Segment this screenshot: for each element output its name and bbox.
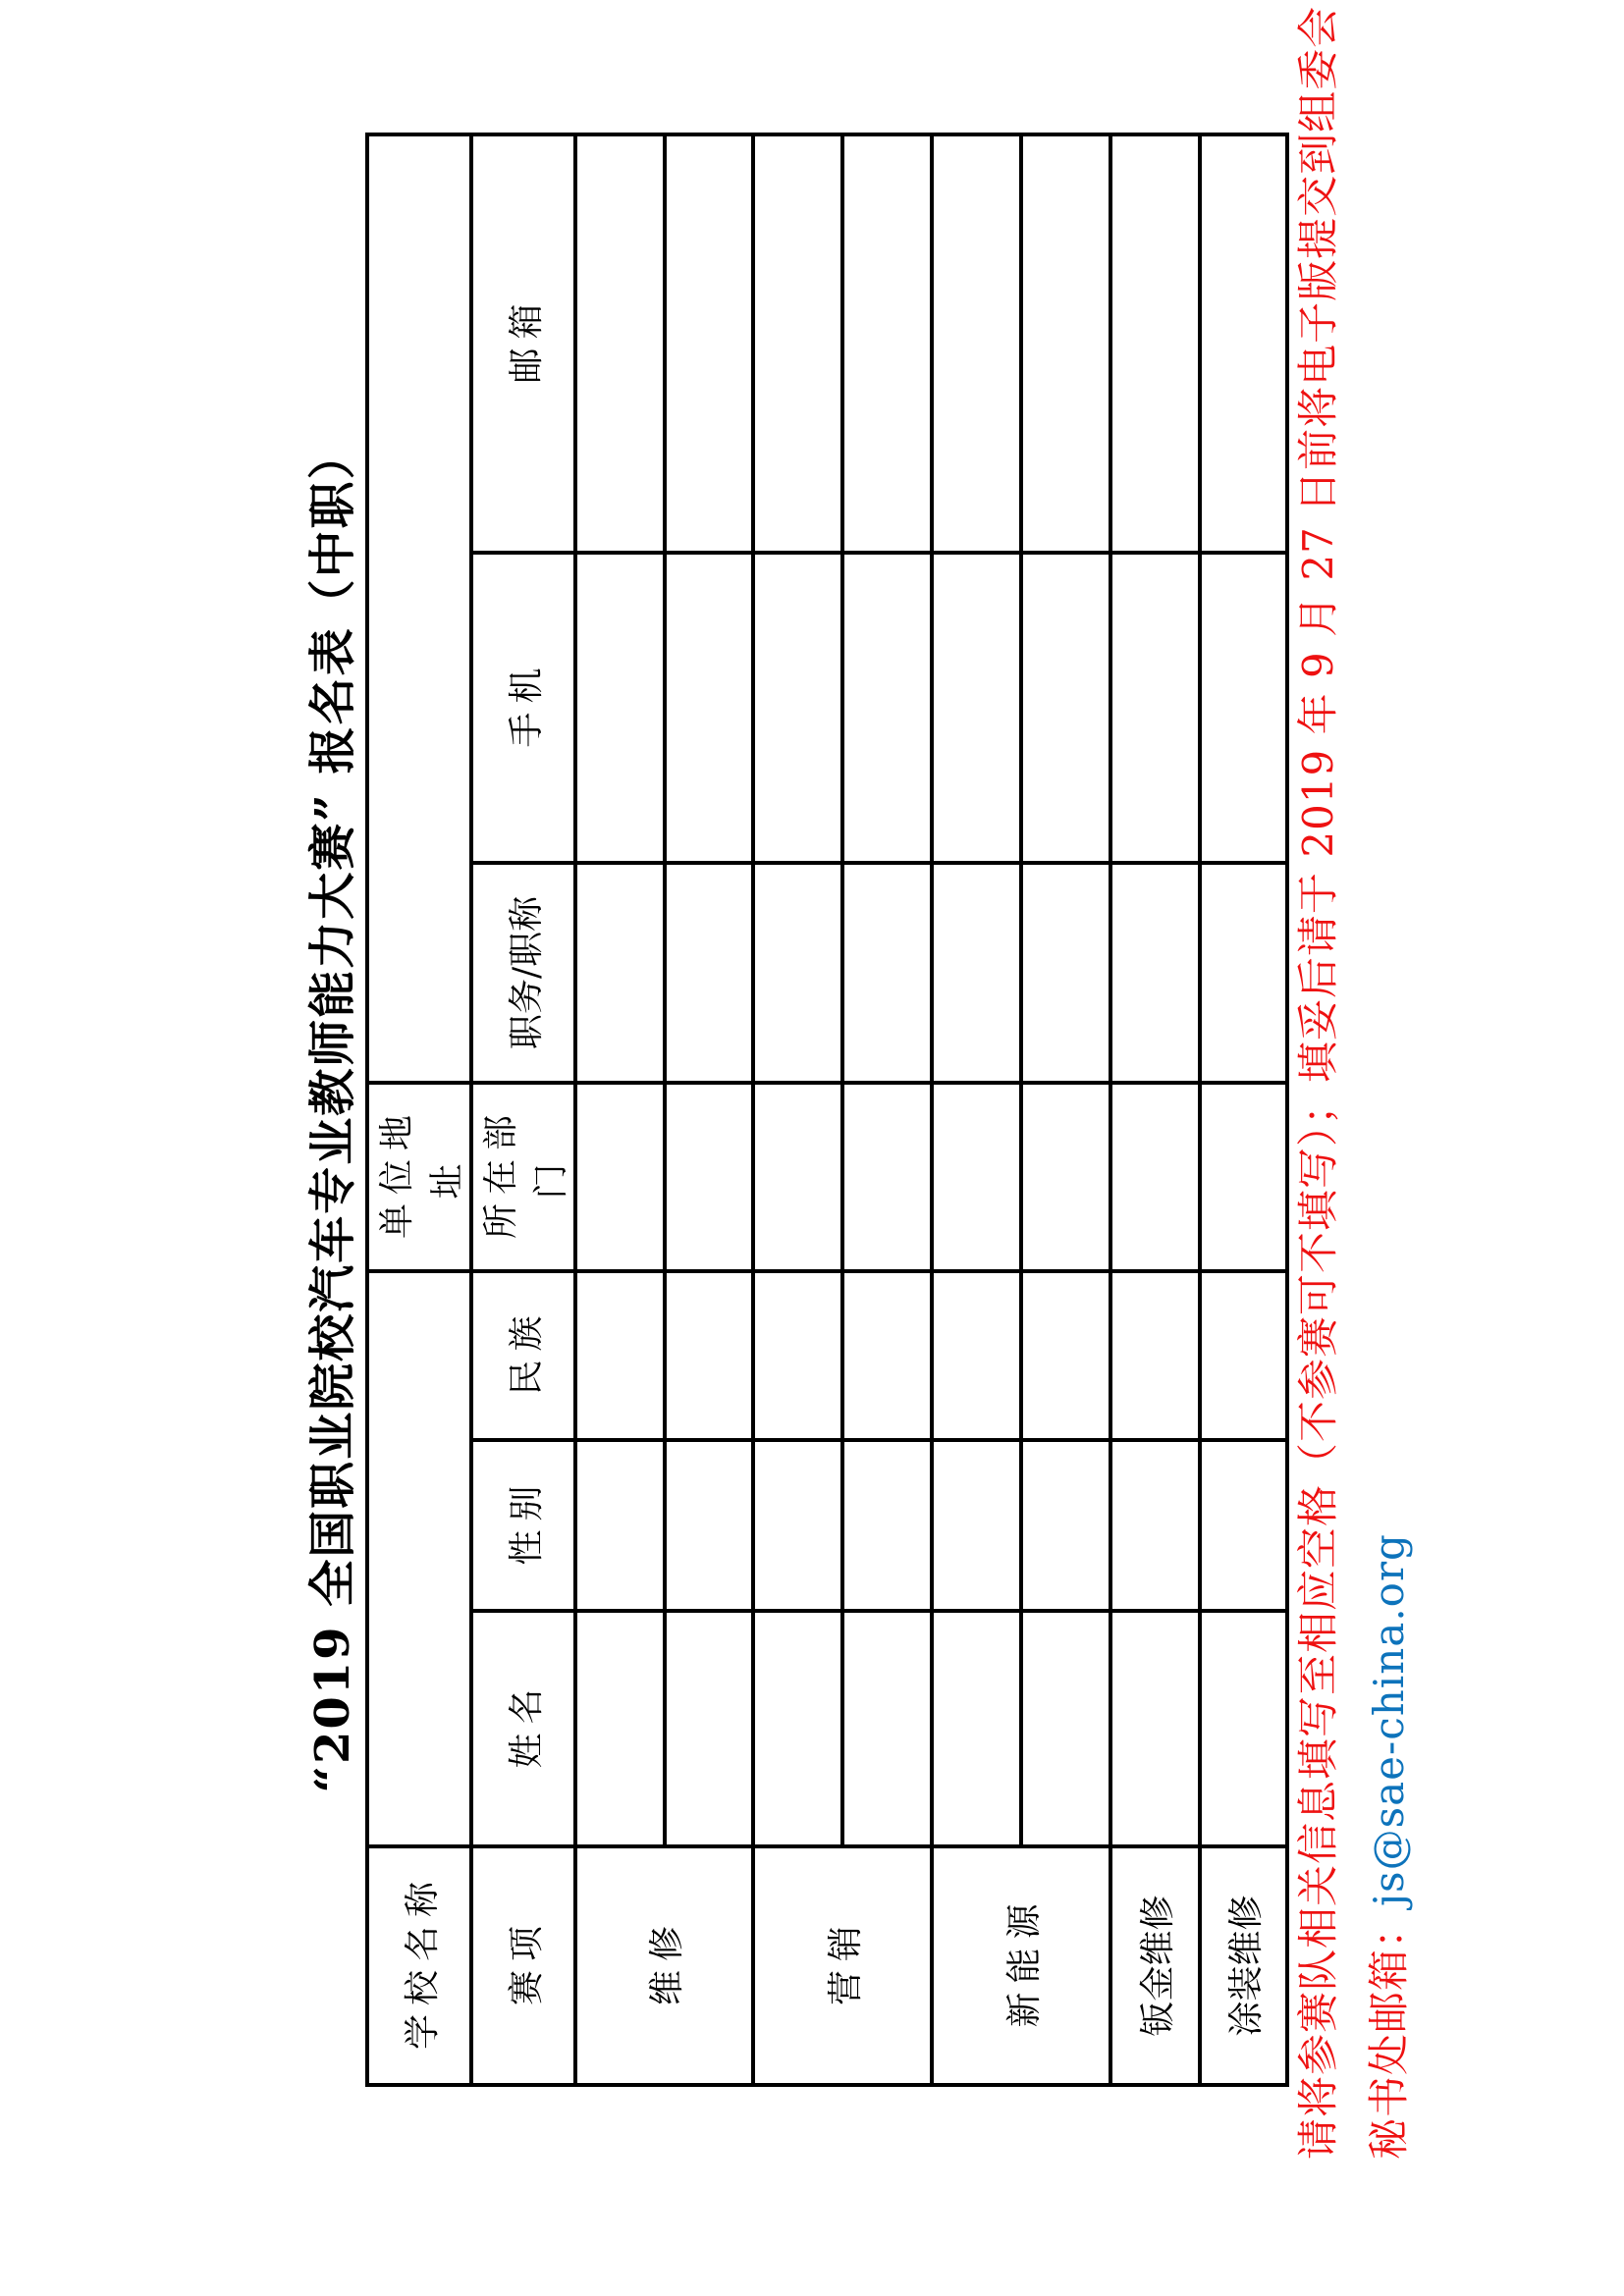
event-cell-new-energy: 新能源 [932, 1846, 1110, 2085]
empty-cell [1110, 1083, 1200, 1271]
table-row [1200, 134, 1287, 2085]
empty-cell [753, 134, 842, 553]
empty-cell [1021, 553, 1110, 863]
table-header-row [471, 134, 575, 2085]
empty-cell [932, 1083, 1021, 1271]
header-cell-email: 邮箱 [471, 134, 575, 553]
school-name-value-cell [367, 1271, 471, 1846]
empty-cell [1200, 1440, 1287, 1611]
footnotes [1294, 5, 1413, 2160]
empty-cell [1021, 863, 1110, 1083]
empty-cell [842, 1440, 932, 1611]
empty-cell [575, 1083, 665, 1271]
empty-cell [842, 553, 932, 863]
event-cell-sheet-metal: 钣金维修 [1110, 1846, 1200, 2085]
empty-cell [1200, 863, 1287, 1083]
empty-cell [753, 863, 842, 1083]
unit-address-label-cell: 单位地址 [367, 1083, 471, 1271]
empty-cell [932, 1271, 1021, 1440]
header-cell-name: 姓名 [471, 1611, 575, 1846]
empty-cell [753, 1083, 842, 1271]
empty-cell [1110, 134, 1200, 553]
header-cell-gender: 性别 [471, 1440, 575, 1611]
header-cell-mobile: 手机 [471, 553, 575, 863]
empty-cell [1200, 134, 1287, 553]
empty-cell [932, 134, 1021, 553]
empty-cell [753, 1440, 842, 1611]
empty-cell [753, 1271, 842, 1440]
empty-cell [842, 1611, 932, 1846]
empty-cell [932, 1440, 1021, 1611]
empty-cell [665, 1271, 753, 1440]
empty-cell [1021, 134, 1110, 553]
empty-cell [753, 1611, 842, 1846]
empty-cell [1021, 1611, 1110, 1846]
page-title: “2019 全国职业院校汽车专业教师能力大赛” 报名表（中职） [305, 430, 360, 1793]
empty-cell [842, 134, 932, 553]
empty-cell [665, 1440, 753, 1611]
header-cell-department: 所在部门 [471, 1083, 575, 1271]
secretariat-email-label: 秘书处邮箱： [1365, 1905, 1413, 2160]
empty-cell [665, 553, 753, 863]
table-row [932, 134, 1021, 2085]
header-cell-position: 职务/职称 [471, 863, 575, 1083]
event-cell-painting: 涂装维修 [1200, 1846, 1287, 2085]
unit-address-value-cell [367, 134, 471, 1083]
empty-cell [575, 134, 665, 553]
table-row [575, 134, 665, 2085]
secretariat-email-address: js@sae-china.org [1365, 1533, 1413, 1906]
empty-cell [575, 1440, 665, 1611]
event-cell-repair: 维修 [575, 1846, 753, 2085]
empty-cell [842, 1083, 932, 1271]
empty-cell [575, 1271, 665, 1440]
table-row [842, 134, 932, 2085]
empty-cell [1110, 863, 1200, 1083]
empty-cell [842, 863, 932, 1083]
note-line-1: 请将参赛队相关信息填写至相应空格（不参赛可不填写）；填妥后请于 2019 年 9 月 27 日前将电子版提交到组委会 [1294, 5, 1342, 2160]
header-cell-ethnicity: 民族 [471, 1271, 575, 1440]
empty-cell [1021, 1083, 1110, 1271]
empty-cell [1110, 1440, 1200, 1611]
empty-cell [1021, 1440, 1110, 1611]
table-row [367, 134, 471, 2085]
note-line-2 [1365, 98, 1413, 2160]
event-cell-marketing: 营销 [753, 1846, 932, 2085]
empty-cell [665, 863, 753, 1083]
empty-cell [1200, 553, 1287, 863]
table-row [753, 134, 842, 2085]
registration-table [365, 133, 1289, 2087]
empty-cell [1200, 1611, 1287, 1846]
empty-cell [753, 553, 842, 863]
empty-cell [665, 134, 753, 553]
empty-cell [1110, 1271, 1200, 1440]
empty-cell [932, 1611, 1021, 1846]
empty-cell [1200, 1083, 1287, 1271]
empty-cell [665, 1083, 753, 1271]
empty-cell [1110, 1611, 1200, 1846]
table-row [665, 134, 753, 2085]
empty-cell [932, 553, 1021, 863]
empty-cell [1110, 553, 1200, 863]
empty-cell [842, 1271, 932, 1440]
school-name-label-cell: 学校名称 [367, 1846, 471, 2085]
empty-cell [1200, 1271, 1287, 1440]
table-row [1110, 134, 1200, 2085]
empty-cell [932, 863, 1021, 1083]
header-cell-event: 赛项 [471, 1846, 575, 2085]
empty-cell [1021, 1271, 1110, 1440]
empty-cell [665, 1611, 753, 1846]
empty-cell [575, 1611, 665, 1846]
empty-cell [575, 863, 665, 1083]
table-row [1021, 134, 1110, 2085]
empty-cell [575, 553, 665, 863]
